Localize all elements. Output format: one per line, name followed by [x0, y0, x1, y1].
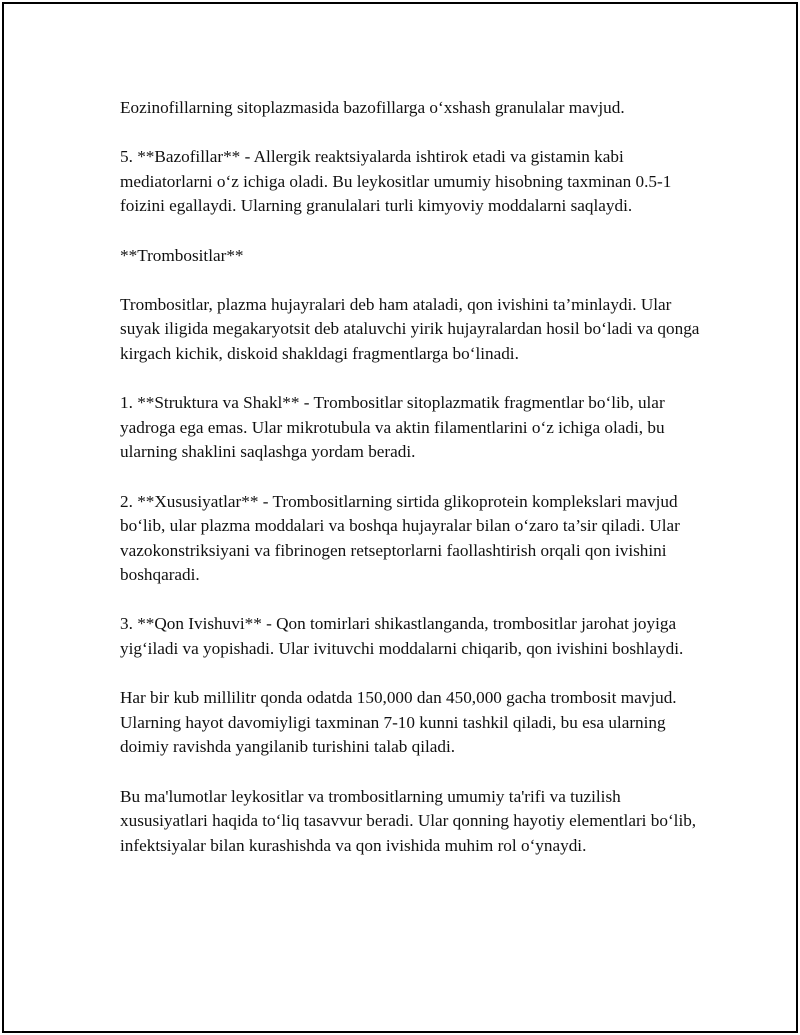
paragraph-trombosit-soni: Har bir kub millilitr qonda odatda 150,000 dan 450,000 gacha trombosit mavjud. Ularning hayot davomiyligi taxminan 7-10 kunni tashkil qiladi, bu esa ularning doimiy ravishda yangilanib turishini talab qiladi. [120, 688, 677, 757]
paragraph-trombositlar-intro: Trombositlar, plazma hujayralari deb ham ataladi, qon ivishini ta’minlaydi. Ular suyak iligida megakaryotsit deb ataluvchi yirik hujayralardan hosil bo‘ladi va qonga kirgach kichik, diskoid shakldagi fragmentlarga bo‘linadi. [120, 294, 700, 363]
paragraph-xususiyatlar: 2. **Xususiyatlar** - Trombositlarning sirtida glikoprotein komplekslari mavjud bo‘lib, ular plazma moddalari va boshqa hujayralar bilan o‘zaro ta’sir qiladi. Ular vazokonstriksiyani va fibrinogen retseptorlarni faollashtirish orqali qon ivishini boshqaradi. [120, 491, 680, 585]
page [2, 2, 798, 1033]
section-heading-trombositlar: **Trombositlar** [120, 245, 244, 265]
document-body [120, 96, 710, 883]
paragraph-qon-ivishuvi: 3. **Qon Ivishuvi** - Qon tomirlari shikastlanganda, trombositlar jarohat joyiga yig‘iladi va yopishadi. Ular ivituvchi moddalarni chiqarib, qon ivishini boshlaydi. [120, 614, 684, 659]
paragraph-eozinofillar: Eozinofillarning sitoplazmasida bazofillarga o‘xshash granulalar mavjud. [120, 98, 625, 117]
paragraph-xulosa: Bu ma'lumotlar leykositlar va trombositlarning umumiy ta'rifi va tuzilish xususiyatlari haqida to‘liq tasavvur beradi. Ular qonning hayotiy elementlari bo‘lib, infektsiyalar bilan kurashishda va qon ivishida muhim rol o‘ynaydi. [120, 786, 697, 855]
paragraph-struktura-va-shakl: 1. **Struktura va Shakl** - Trombositlar sitoplazmatik fragmentlar bo‘lib, ular yadroga ega emas. Ular mikrotubula va aktin filamentlarini o‘z ichiga oladi, bu ularning shaklini saqlashga yordam beradi. [120, 393, 665, 462]
paragraph-bazofillar: 5. **Bazofillar** - Allergik reaktsiyalarda ishtirok etadi va gistamin kabi mediatorlarni o‘z ichiga oladi. Bu leykositlar umumiy hisobning taxminan 0.5-1 foizini egallaydi. Ularning granulalari turli kimyoviy moddalarni saqlaydi. [120, 147, 672, 216]
